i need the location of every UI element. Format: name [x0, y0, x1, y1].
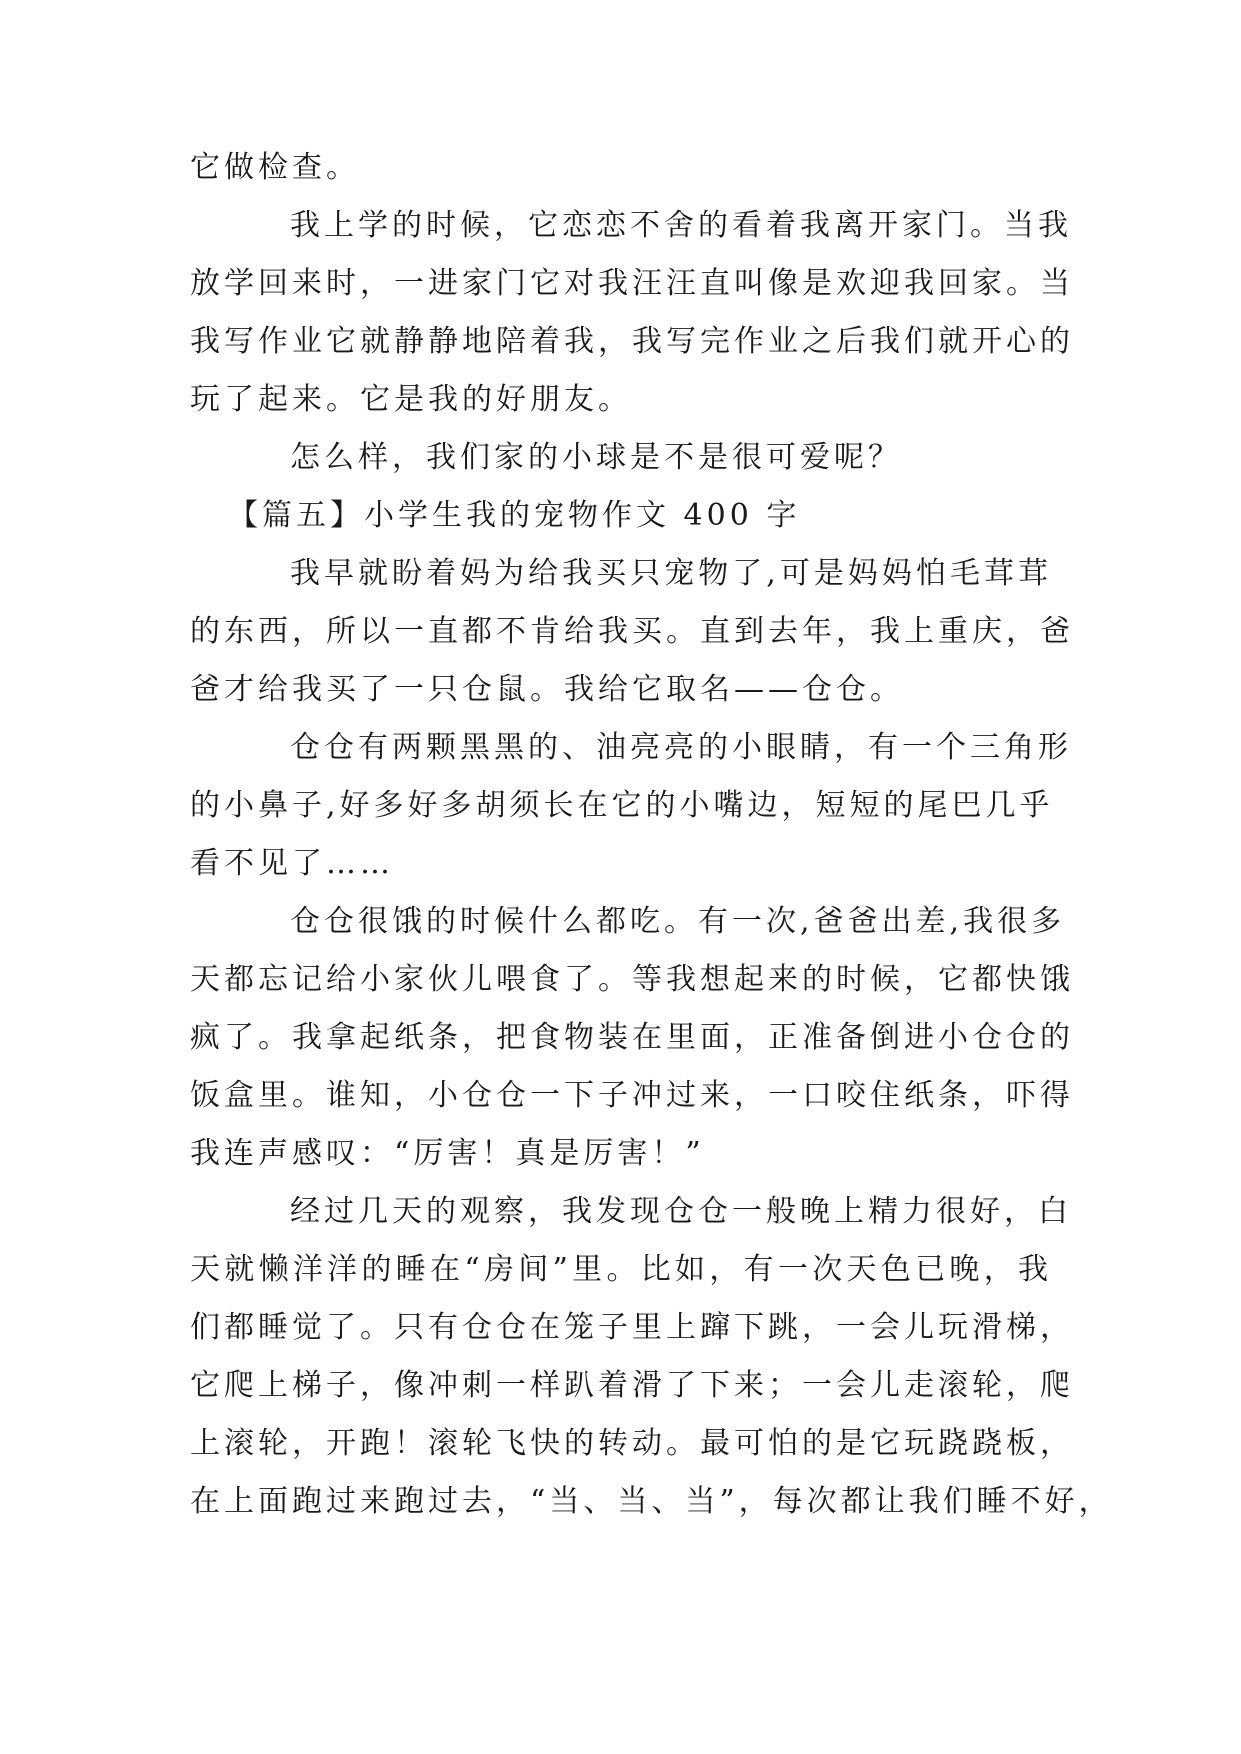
section-heading: 【篇五】小学生我的宠物作文 400 字	[228, 498, 801, 533]
text-line: 它做检查。	[190, 150, 360, 185]
text-line: 我写作业它就静静地陪着我，我写完作业之后我们就开心的	[190, 324, 1074, 359]
text-line: 它爬上梯子，像冲刺一样趴着滑了下来；一会儿走滚轮，爬	[190, 1368, 1074, 1403]
text-line: 上滚轮，开跑！滚轮飞快的转动。最可怕的是它玩跷跷板，	[190, 1426, 1074, 1461]
text-line: 我连声感叹：“厉害！真是厉害！”	[190, 1136, 705, 1171]
text-line: 天就懒洋洋的睡在“房间”里。比如，有一次天色已晚，我	[190, 1252, 1052, 1287]
text-line: 疯了。我拿起纸条，把食物装在里面，正准备倒进小仓仓的	[190, 1020, 1074, 1055]
paragraph-first-line: 怎么样，我们家的小球是不是很可爱呢？	[290, 440, 902, 475]
paragraph-first-line: 仓仓很饿的时候什么都吃。有一次,爸爸出差,我很多	[290, 904, 1066, 939]
text-line: 放学回来时，一进家门它对我汪汪直叫像是欢迎我回家。当	[190, 266, 1074, 301]
text-line: 玩了起来。它是我的好朋友。	[190, 382, 632, 417]
text-line: 的小鼻子,好多好多胡须长在它的小嘴边，短短的尾巴几乎	[190, 788, 1054, 823]
text-line: 饭盒里。谁知，小仓仓一下子冲过来，一口咬住纸条，吓得	[190, 1078, 1074, 1113]
paragraph-first-line: 我早就盼着妈为给我买只宠物了,可是妈妈怕毛茸茸	[290, 556, 1052, 591]
paragraph-first-line: 仓仓有两颗黑黑的、油亮亮的小眼睛，有一个三角形	[290, 730, 1072, 765]
text-line: 看不见了……	[190, 846, 394, 881]
text-line: 的东西，所以一直都不肯给我买。直到去年，我上重庆，爸	[190, 614, 1074, 649]
paragraph-first-line: 我上学的时候，它恋恋不舍的看着我离开家门。当我	[290, 208, 1072, 243]
text-line: 天都忘记给小家伙儿喂食了。等我想起来的时候，它都快饿	[190, 962, 1074, 997]
text-line: 爸才给我买了一只仓鼠。我给它取名——仓仓。	[190, 672, 904, 707]
text-line: 们都睡觉了。只有仓仓在笼子里上蹿下跳，一会儿玩滑梯，	[190, 1310, 1074, 1345]
paragraph-first-line: 经过几天的观察，我发现仓仓一般晚上精力很好，白	[290, 1194, 1072, 1229]
text-line: 在上面跑过来跑过去，“当、当、当”，每次都让我们睡不好，	[190, 1484, 1113, 1519]
